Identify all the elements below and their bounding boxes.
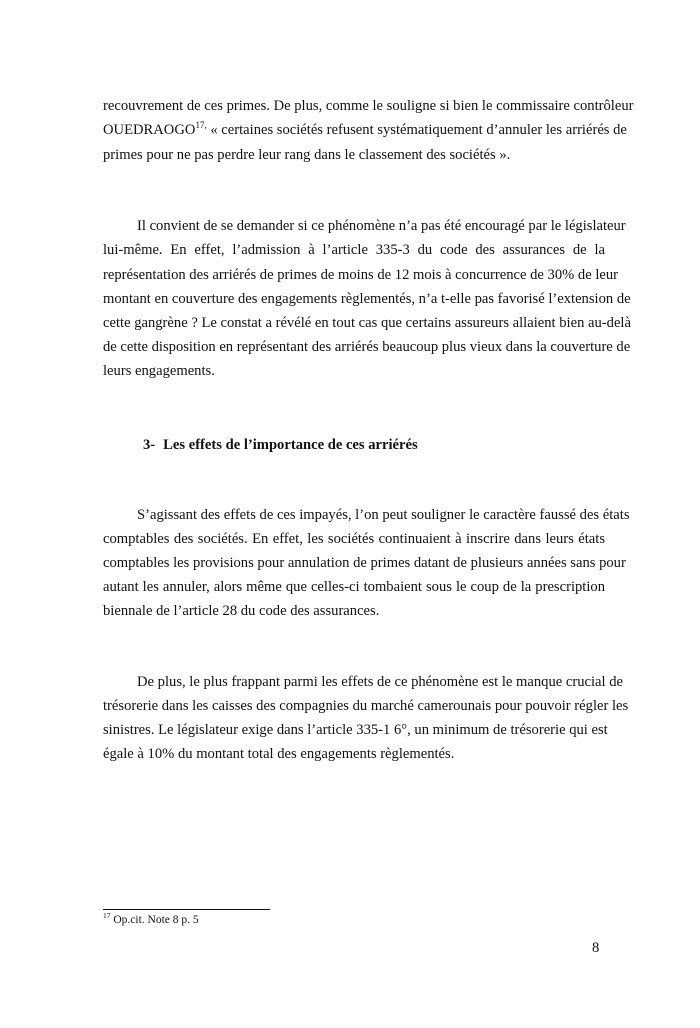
- paragraph-2-line-6: de cette disposition en représentant des arriérés beaucoup plus vieux dans la couverture de: [103, 339, 631, 355]
- paragraph-1-line-2: [103, 120, 627, 140]
- paragraph-4-line-4: égale à 10% du montant total des engagements règlementés.: [103, 746, 455, 762]
- paragraph-2-line-3: représentation des arriérés de primes de moins de 12 mois à concurrence de 30% de leur: [103, 267, 619, 283]
- section-number: 3-: [143, 437, 156, 453]
- paragraph-1-line-3: primes pour ne pas perdre leur rang dans le classement des sociétés ».: [103, 147, 511, 163]
- page-number: 8: [592, 940, 600, 956]
- paragraph-2-line-4: montant en couverture des engagements règlementés, n’a t-elle pas favorisé l’extension de: [103, 291, 631, 307]
- footnote-number: 17: [103, 911, 111, 920]
- paragraph-2-line-1: Il convient de se demander si ce phénomène n’a pas été encouragé par le législateur: [137, 218, 626, 234]
- footnote-separator: [103, 909, 270, 910]
- paragraph-2-line-7: leurs engagements.: [103, 363, 215, 379]
- footnote-text: Op.cit. Note 8 p. 5: [110, 914, 199, 926]
- paragraph-4-line-1: De plus, le plus frappant parmi les effets de ce phénomène est le manque crucial de: [137, 674, 624, 690]
- section-heading: [143, 435, 418, 455]
- author-name: OUEDRAOGO: [103, 122, 196, 138]
- section-title: Les effets de l’importance de ces arriérés: [163, 437, 418, 453]
- footnote-reference[interactable]: 17,: [195, 120, 207, 130]
- paragraph-4-line-3: sinistres. Le législateur exige dans l’article 335-1 6°, un minimum de trésorerie qui est: [103, 722, 608, 738]
- paragraph-3-line-2: comptables des sociétés. En effet, les sociétés continuaient à inscrire dans leurs états: [103, 531, 605, 547]
- paragraph-2-line-2: lui-même. En effet, l’admission à l’article 335-3 du code des assurances de la: [103, 242, 605, 258]
- paragraph-4-line-2: trésorerie dans les caisses des compagnies du marché camerounais pour pouvoir régler les: [103, 698, 629, 714]
- paragraph-3-line-3: comptables les provisions pour annulation de primes datant de plusieurs années sans pour: [103, 555, 626, 571]
- quote-text: « certaines sociétés refusent systématiquement d’annuler les arriérés de: [210, 122, 627, 138]
- footnote: [103, 912, 199, 928]
- paragraph-3-line-4: autant les annuler, alors même que celles-ci tombaient sous le coup de la prescription: [103, 579, 605, 595]
- paragraph-1-line-1: recouvrement de ces primes. De plus, comme le souligne si bien le commissaire contrôleur: [103, 98, 634, 114]
- paragraph-2-line-5: cette gangrène ? Le constat a révélé en tout cas que certains assureurs allaient bien au-delà: [103, 315, 631, 331]
- paragraph-3-line-5: biennale de l’article 28 du code des assurances.: [103, 603, 380, 619]
- paragraph-3-line-1: S’agissant des effets de ces impayés, l’on peut souligner le caractère faussé des états: [137, 507, 630, 523]
